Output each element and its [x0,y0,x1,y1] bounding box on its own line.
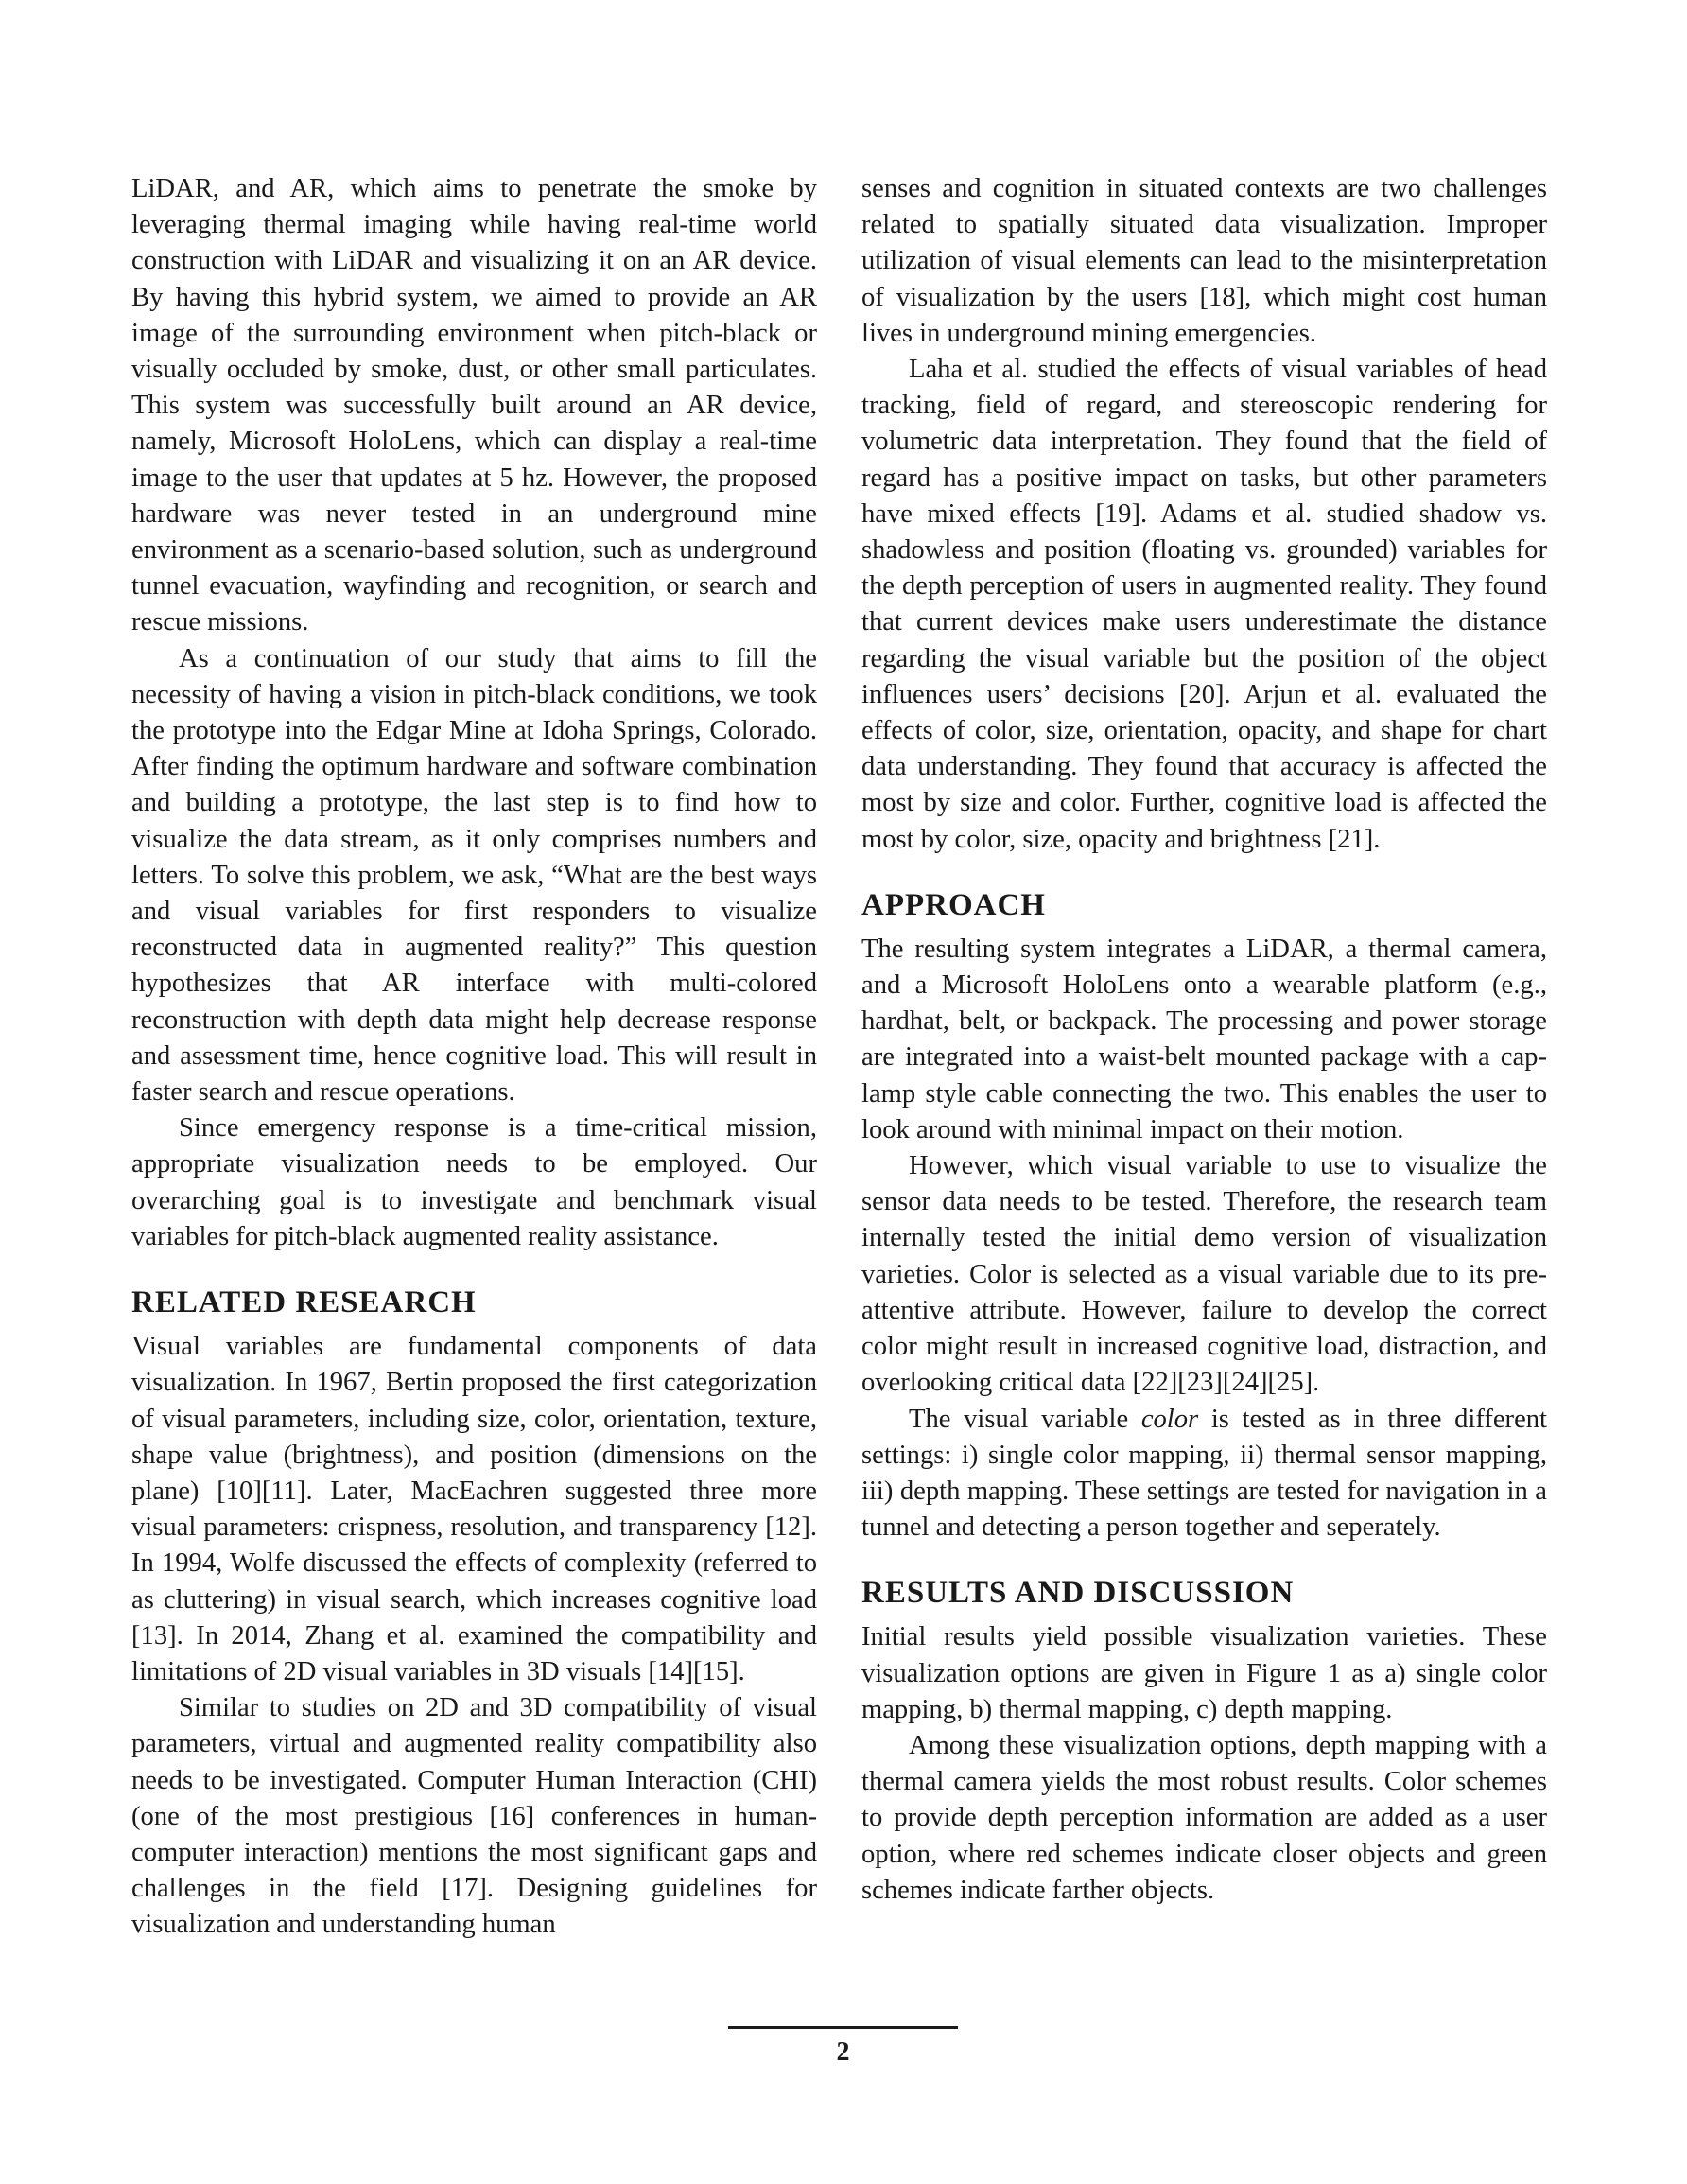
page-number: 2 [836,2037,850,2067]
color-settings-lead: The visual variable [909,1404,1141,1434]
paragraph-laha-study: Laha et al. studied the effects of visual variables of head tracking, field of regard, and stereoscopic rendering for volumetric data interpretation. They found that the field of regard has a positive impact on tasks, but other parameters have mixed effects [19]. Adams et al. studied shadow vs. shadowless and position (floating vs. grounded) variables for the depth perception of users in augmented reality. They found that current devices make users underestimate the distance regarding the visual variable but the position of the object influences users’ decisions [20]. Arjun et al. evaluated the effects of color, size, orientation, opacity, and shape for chart data understanding. They found that accuracy is affected the most by size and color. Further, cognitive load is affected the most by color, size, opacity and brightness [21]. [861,355,1547,854]
heading-related-research: RELATED RESEARCH [131,1285,477,1320]
paragraph-initial-results: Initial results yield possible visualization varieties. These visualization options are given in Figure 1 as a) single color mapping, b) thermal mapping, c) depth mapping. [861,1622,1547,1724]
paragraph-intro-continued: LiDAR, and AR, which aims to penetrate the smoke by leveraging thermal imaging while having real-time world construction with LiDAR and visualizing it on an AR device. By having this hybrid system, we aimed to provide an AR image of the surrounding environment when pitch-black or visually occluded by smoke, dust, or other small particulates. This system was successfully built around an AR device, namely, Microsoft HoloLens, which can display a real-time image to the user that updates at 5 hz. However, the proposed hardware was never tested in an underground mine environment as a scenario-based solution, such as underground tunnel evacuation, wayfinding and recognition, or search and rescue missions. [131,174,817,638]
paragraph-visual-variables: Visual variables are fundamental components of data visualization. In 1967, Bertin proposed the first categorization of visual parameters, including size, color, orientation, texture, shape value (brightness), and position (dimensions on the plane) [10][11]. Later, MacEachren suggested three more visual parameters: crispness, resolution, and transparency [12]. In 1994, Wolfe discussed the effects of complexity (referred to as cluttering) in visual search, which increases cognitive load [13]. In 2014, Zhang et al. examined the compatibility and limitations of 2D visual variables in 3D visuals [14][15]. [131,1332,817,1686]
heading-results-discussion: RESULTS AND DISCUSSION [861,1576,1295,1611]
paragraph-visual-variable-testing: However, which visual variable to use to visualize the sensor data needs to be tested. Therefore, the research team internally tested the initial demo version of visualization varieties. Color is selected as a visual variable due to its pre-attentive attribute. However, failure to develop the correct color might result in increased cognitive load, distraction, and overlooking critical data [22][23][24][25]. [861,1151,1547,1398]
paragraph-vr-ar-compatibility: Similar to studies on 2D and 3D compatibility of visual parameters, virtual and augmented reality compatibility also needs to be investigated. Computer Human Interaction (CHI) (one of the most prestigious [16] conferences in human-computer interaction) mentions the most significant gaps and challenges in the field [17]. Designing guidelines for visualization and understanding human [131,1693,817,1940]
left-column [131,171,817,1944]
paragraph-depth-mapping: Among these visualization options, depth mapping with a thermal camera yields the most robust results. Color schemes to provide depth perception information are added as a user option, where red schemes indicate closer objects and green schemes indicate farther objects. [861,1730,1547,1905]
right-column [861,171,1547,1909]
paragraph-emergency-response: Since emergency response is a time-critical mission, appropriate visualization needs to be employed. Our overarching goal is to investigate and benchmark visual variables for pitch-black augmented reality assistance. [131,1113,817,1251]
heading-approach: APPROACH [861,887,1046,922]
paragraph-continuation-study: As a continuation of our study that aims to fill the necessity of having a vision in pitch-black conditions, we took the prototype into the Edgar Mine at Idoha Springs, Colorado. After finding the optimum hardware and software combination and building a prototype, the last step is to find how to visualize the data stream, as it only comprises numbers and letters. To solve this problem, we ask, “What are the best ways and visual variables for first responders to visualize reconstructed data in augmented reality?” This question hypothesizes that AR interface with multi-colored reconstruction with depth data might help decrease response and assessment time, hence cognitive load. This will result in faster search and rescue operations. [131,643,817,1108]
color-term: color [1140,1404,1199,1434]
color-settings-rest: is tested as in three different settings: i) single color mapping, ii) thermal sensor mapping, iii) depth mapping. These settings are tested for navigation in a tunnel and detecting a person together and seperately. [861,1404,1548,1543]
paragraph-color-settings [861,1402,1547,1546]
paragraph-system-integration: The resulting system integrates a LiDAR, a thermal camera, and a Microsoft HoloLens onto a wearable platform (e.g., hardhat, belt, or backpack. The processing and power storage are integrated into a waist-belt mounted package with a cap-lamp style cable connecting the two. This enables the user to look around with minimal impact on their motion. [861,934,1547,1144]
paragraph-senses-cognition: senses and cognition in situated contexts are two challenges related to spatially situated data visualization. Improper utilization of visual elements can lead to the misinterpretation of visualization by the users [18], which might cost human lives in underground mining emergencies. [861,174,1547,348]
footer-rule [728,2026,958,2029]
